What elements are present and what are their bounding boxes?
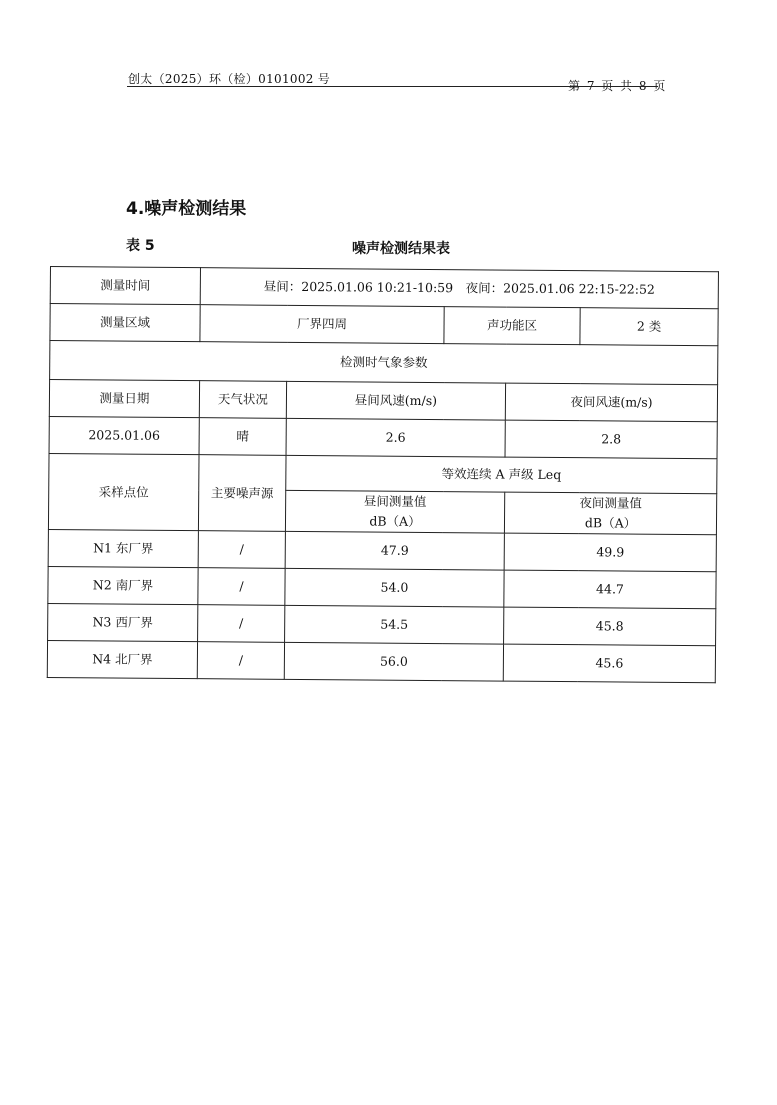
night-header-label: 夜间测量值 (579, 495, 642, 511)
measure-area-value: 厂界四周 (200, 305, 444, 344)
noise-results-table (47, 266, 718, 683)
zone-value: 2 类 (580, 308, 718, 346)
night-value-cell: 44.7 (504, 570, 716, 609)
table-cell: 晴 (199, 418, 286, 456)
weather-header-row (50, 341, 718, 385)
weather-data-row (49, 416, 717, 458)
noise-header-row (49, 453, 717, 493)
source-cell: / (198, 568, 285, 606)
measure-time-label: 测量时间 (50, 267, 200, 305)
measure-time-value: 昼间：2025.01.06 10:21-10:59 夜间：2025.01.06 22:15-22:52 (200, 268, 718, 309)
section-title: 4.噪声检测结果 (126, 199, 247, 219)
weather-header: 检测时气象参数 (50, 341, 718, 385)
day-header-unit: dB（A） (369, 513, 421, 529)
zone-label: 声功能区 (444, 307, 580, 345)
measure-area-row (50, 304, 718, 346)
day-header (285, 490, 504, 533)
report-number: 创太（2025）环（检）0101002 号 (128, 72, 331, 86)
table-header-cell: 天气状况 (199, 381, 286, 419)
table-cell: 2.6 (286, 418, 505, 457)
leq-header: 等效连续 A 声级 Leq (286, 455, 717, 493)
table-row (48, 603, 716, 645)
table-header-cell: 夜间风速(m/s) (505, 383, 717, 422)
source-cell: / (198, 605, 285, 643)
source-cell: / (198, 531, 285, 569)
night-value-cell: 45.6 (503, 644, 715, 683)
night-header-unit: dB（A） (584, 515, 637, 531)
table-header-cell: 测量日期 (49, 380, 199, 418)
day-value-cell: 47.9 (285, 531, 504, 570)
weather-columns-row (49, 380, 717, 422)
source-header: 主要噪声源 (198, 455, 286, 532)
day-value-cell: 54.5 (285, 605, 504, 644)
measure-time-row (50, 267, 718, 309)
source-cell: / (197, 642, 284, 680)
point-cell: N3 西厂界 (48, 603, 198, 641)
point-cell: N1 东厂界 (48, 529, 198, 567)
table-cell: 2025.01.06 (49, 416, 199, 454)
table-title: 噪声检测结果表 (352, 241, 450, 257)
table-cell: 2.8 (505, 420, 717, 459)
table-label: 表 5 (126, 238, 155, 254)
point-cell: N2 南厂界 (48, 566, 198, 604)
day-value-cell: 54.0 (285, 568, 504, 607)
measure-area-label: 测量区域 (50, 304, 200, 342)
day-value-cell: 56.0 (284, 642, 503, 681)
night-value-cell: 45.8 (504, 607, 716, 646)
table-row (47, 640, 715, 682)
table-row (48, 529, 716, 571)
page-indicator: 第 7 页 共 8 页 (568, 79, 667, 93)
table-header-cell: 昼间风速(m/s) (286, 381, 505, 420)
point-header: 采样点位 (48, 453, 199, 530)
night-value-cell: 49.9 (504, 533, 716, 572)
header-rule (127, 86, 658, 87)
day-header-label: 昼间测量值 (363, 493, 427, 509)
night-header (504, 492, 716, 535)
table-row (48, 566, 716, 608)
point-cell: N4 北厂界 (47, 640, 197, 678)
